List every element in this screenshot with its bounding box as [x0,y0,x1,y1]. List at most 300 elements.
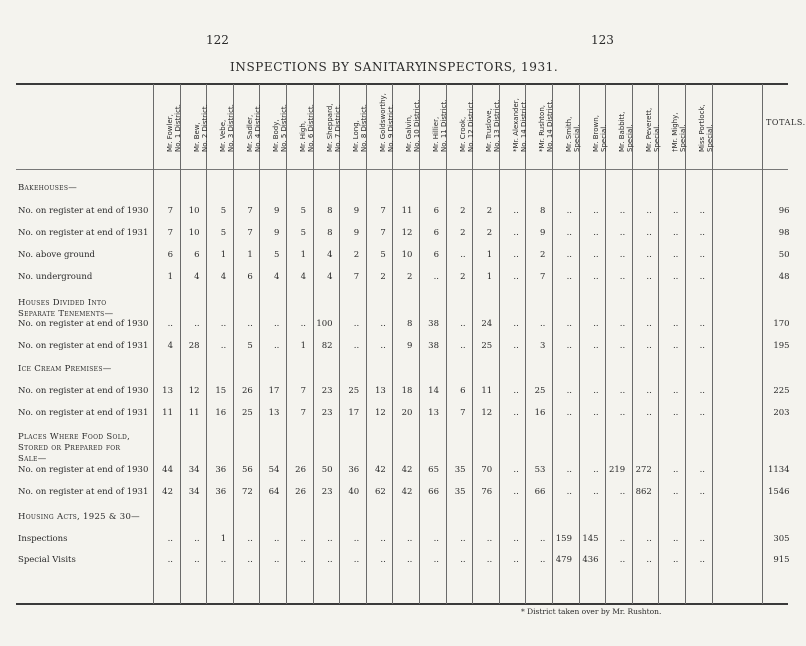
section-heading: Places Where Food Sold, Stored or Prepared for Sale— [18,432,131,464]
table-cell: 2 [460,206,466,216]
table-cell: 2 [460,228,466,238]
table-cell: .. [566,206,572,216]
table-cell: 23 [321,408,333,418]
table-cell: .. [699,319,705,329]
column-header-label: Mr. Smith, Special. [565,116,581,152]
table-cell: 1 [247,250,253,260]
table-cell: .. [646,408,652,418]
table-cell: 56 [241,465,253,475]
table-cell: .. [220,555,227,565]
table-cell: 6 [433,250,439,260]
column-header-label: Mr. Long, No. 8 District. [352,104,369,152]
table-cell: .. [566,272,572,282]
table-cell: 17 [268,386,280,396]
table-cell: .. [353,555,360,565]
column-header-label: Mr. Babbitt, Special. [618,111,635,152]
table-cell: .. [566,465,572,475]
table-cell: .. [167,555,173,565]
table-cell: .. [672,319,679,329]
table-cell: 8 [539,206,546,216]
page-title-right: INSPECTORS, 1931. [422,60,559,74]
table-cell: 5 [220,228,227,238]
row-label [18,408,148,418]
table-cell: .. [672,386,679,396]
table-cell: 2 [539,250,546,260]
page-number-right: 123 [591,33,614,47]
table-cell: .. [593,408,599,418]
table-cell: .. [566,386,572,396]
table-cell: 5 [247,341,253,351]
table-cell: 25 [481,341,493,351]
section-heading: Housing Acts, 1925 & 30— [18,512,140,522]
table-cell: .. [593,319,599,329]
header-rule [16,169,788,170]
row-label [18,487,148,497]
totals-header: TOTALS. [766,118,806,127]
row-label-text: No. on register at end of 1930 [18,206,149,216]
table-cell: .. [619,534,626,544]
table-cell: 16 [215,408,227,418]
table-cell: .. [672,534,679,544]
table-cell: .. [406,534,413,544]
table-cell: 54 [268,465,280,475]
table-cell: 7 [247,206,253,216]
row-total: 48 [778,272,790,282]
table-cell: 1 [167,272,173,282]
table-cell: 13 [268,408,280,418]
column-header-label: Mr. Fowler, No. 1 District. [166,104,182,152]
table-cell: 42 [401,487,413,497]
table-cell: 6 [460,386,466,396]
table-cell: .. [353,319,360,329]
table-cell: 42 [162,487,173,497]
table-cell: 4 [194,272,200,282]
table-cell: 5 [273,250,280,260]
table-cell: .. [593,465,599,475]
table-cell: 6 [167,250,173,260]
table-cell: .. [300,319,306,329]
table-cell: 14 [428,386,439,396]
table-cell: .. [433,272,439,282]
table-cell: 6 [433,228,439,238]
column-header [582,86,608,168]
table-cell: 82 [321,341,333,351]
column-header-label: Mr. Truslove, No. 13 District. [485,99,502,152]
column-header-label: Mr. Sheppard, No. 7 District. [325,103,342,152]
table-cell: 10 [188,228,200,238]
table-cell: .. [699,465,705,475]
row-total: 203 [773,408,790,418]
table-cell: 4 [327,250,333,260]
table-cell: .. [699,250,705,260]
table-cell: 9 [273,206,280,216]
table-cell: .. [646,206,652,216]
column-header-label: Mr. Vebe, No. 3 District. [219,104,236,152]
column-header [342,86,369,168]
table-cell: .. [167,319,173,329]
page-title-left: INSPECTIONS BY SANITARY [230,60,424,74]
table-cell: 8 [327,206,333,216]
column-header-label: Mr. High, No. 6 District. [299,104,315,152]
table-cell: .. [460,250,466,260]
table-cell: .. [646,341,652,351]
table-cell: .. [220,341,227,351]
table-cell: .. [672,341,679,351]
table-cell: 36 [348,465,360,475]
table-cell: .. [247,555,253,565]
row-label [18,341,148,351]
table-cell: .. [619,386,626,396]
table-cell: .. [433,555,439,565]
table-cell: 44 [162,465,173,475]
column-header-label: Mr. Peverett, Special. [644,107,661,152]
row-label-text: No. on register at end of 1930 [18,465,149,475]
row-label-text: No. underground [18,272,93,282]
table-cell: .. [273,534,280,544]
column-header-label: Mr. Brown, Special. [591,115,608,152]
column-header-label: Mr. Bew, No. 2 District. [192,104,209,152]
table-cell: .. [699,228,705,238]
table-cell: 72 [241,487,253,497]
table-cell: 1 [220,250,227,260]
table-cell: .. [699,206,705,216]
row-total: 225 [773,386,790,396]
table-cell: 35 [454,487,466,497]
table-cell: .. [619,487,626,497]
column-header [289,86,315,168]
table-cell: .. [486,555,493,565]
row-total: 170 [773,319,790,329]
row-total: 305 [773,534,790,544]
table-cell: 70 [481,465,493,475]
table-cell: .. [646,555,652,565]
table-cell: .. [513,228,519,238]
table-cell: 4 [167,341,173,351]
table-cell: 34 [188,465,200,475]
table-cell: .. [646,250,652,260]
table-cell: .. [460,555,466,565]
table-cell: 862 [635,487,652,497]
table-cell: 25 [241,408,253,418]
column-header-label: Mr. Body, No. 5 District. [272,104,289,152]
table-cell: .. [566,250,572,260]
table-cell: .. [353,341,360,351]
row-label-text: No. on register at end of 1931 [18,341,149,351]
table-cell: 7 [380,228,386,238]
table-cell: 9 [273,228,280,238]
table-cell: .. [220,319,227,329]
row-total: 195 [773,341,790,351]
column-header-label: †Mr. Mighy, Special. [671,112,688,152]
table-cell: .. [247,534,253,544]
table-cell: .. [513,250,519,260]
row-total: 1546 [767,487,790,497]
table-cell: 2 [353,250,360,260]
table-cell: .. [513,386,519,396]
table-cell: .. [699,487,705,497]
table-cell: .. [566,319,572,329]
column-header-label: Mr. Galvin, No. 10 District. [405,99,422,152]
table-cell: 2 [486,206,493,216]
row-label [18,228,148,238]
table-cell: 1 [220,534,227,544]
table-cell: .. [460,319,466,329]
table-cell: .. [353,534,360,544]
bottom-rule [16,603,788,605]
table-cell: .. [672,487,679,497]
table-cell: 4 [273,272,280,282]
table-cell: 35 [454,465,466,475]
row-label [18,250,95,260]
column-divider [712,84,713,604]
table-cell: .. [273,319,280,329]
table-cell: .. [619,408,626,418]
table-cell: .. [566,487,572,497]
table-cell: .. [167,534,173,544]
table-cell: 38 [428,341,439,351]
table-cell: 436 [582,555,599,565]
column-header [528,86,555,168]
table-cell: .. [380,319,386,329]
row-total: 915 [773,555,790,565]
table-cell: 5 [300,228,306,238]
table-cell: .. [273,555,280,565]
row-label [18,555,76,565]
table-cell: .. [513,408,519,418]
table-cell: .. [513,341,519,351]
column-header [236,86,262,168]
row-total: 1134 [767,465,790,475]
row-label-text: No. on register at end of 1930 [18,319,149,329]
row-label-text: No. on register at end of 1931 [18,487,149,497]
table-cell: .. [646,386,652,396]
row-label-text: No. above ground [18,250,95,260]
table-cell: .. [433,534,439,544]
table-cell: .. [619,206,626,216]
table-cell: 11 [188,408,200,418]
table-cell: 13 [428,408,439,418]
column-header-label: *Mr. Rushton, No. 14 District. [538,99,555,152]
table-cell: 7 [300,408,306,418]
table-cell: 17 [348,408,360,418]
table-cell: 10 [401,250,413,260]
table-cell: .. [513,319,519,329]
table-cell: 1 [300,341,306,351]
table-cell: .. [619,272,626,282]
row-label [18,465,148,475]
table-cell: .. [672,272,679,282]
section-heading: Bakehouses— [18,183,78,193]
table-cell: 28 [188,341,200,351]
table-cell: 7 [539,272,546,282]
table-cell: .. [486,534,493,544]
table-cell: .. [273,341,280,351]
table-cell: .. [646,534,652,544]
table-cell: 42 [401,465,413,475]
table-cell: 25 [348,386,360,396]
column-header [422,86,448,168]
footnote: * District taken over by Mr. Rushton. [521,607,662,616]
row-label-text: No. on register at end of 1931 [18,228,149,238]
column-header [209,86,236,168]
table-cell: 20 [401,408,413,418]
table-cell: .. [593,250,599,260]
table-cell: 9 [539,228,546,238]
table-cell: .. [513,465,519,475]
table-cell: .. [593,341,599,351]
table-cell: .. [194,534,200,544]
table-cell: 100 [316,319,333,329]
table-cell: 26 [241,386,253,396]
table-cell: .. [593,206,599,216]
table-cell: 50 [321,465,333,475]
table-cell: 38 [428,319,439,329]
column-header [502,86,528,168]
table-cell: 53 [534,465,546,475]
table-cell: .. [566,341,572,351]
table-cell: 4 [327,272,333,282]
column-header-label: Mr. Hillier, No. 11 District. [432,99,448,152]
column-header [449,86,475,168]
section-heading: Houses Divided Into Separate Tenements— [18,298,114,319]
table-cell: 1 [486,272,493,282]
table-cell: .. [539,319,546,329]
table-cell: 13 [374,386,386,396]
table-cell: .. [380,534,386,544]
column-header [688,86,714,168]
table-cell: .. [619,228,626,238]
table-cell: 4 [220,272,227,282]
table-cell: .. [619,250,626,260]
table-cell: .. [672,408,679,418]
table-cell: .. [460,534,466,544]
table-cell: 272 [635,465,652,475]
column-header [156,86,182,168]
row-total: 98 [778,228,790,238]
column-header [555,86,581,168]
column-header [262,86,289,168]
table-cell: 7 [353,272,360,282]
column-header-label: Mr. Crook, No. 12 District. [458,99,475,152]
table-cell: 34 [188,487,200,497]
table-cell: 479 [555,555,572,565]
table-cell: .. [406,555,413,565]
table-cell: 6 [247,272,253,282]
table-cell: 145 [582,534,599,544]
table-cell: .. [699,386,705,396]
table-cell: .. [513,487,519,497]
table-cell: .. [300,534,306,544]
column-header-label: Miss Portlock, Special. [698,104,714,152]
table-cell: 1 [486,250,493,260]
table-cell: .. [593,487,599,497]
table-cell: .. [619,555,626,565]
table-cell: .. [247,319,253,329]
table-cell: .. [460,341,466,351]
column-header [395,86,422,168]
table-cell: .. [539,555,546,565]
table-cell: 8 [327,228,333,238]
table-cell: 66 [428,487,439,497]
row-total: 50 [778,250,790,260]
table-cell: .. [593,272,599,282]
table-cell: 219 [608,465,626,475]
page-number-left: 122 [206,33,229,47]
table-cell: .. [566,408,572,418]
table-cell: 9 [406,341,413,351]
row-label [18,272,92,282]
table-cell: 7 [167,206,173,216]
table-cell: .. [672,250,679,260]
table-cell: 26 [295,465,306,475]
table-cell: 10 [188,206,200,216]
table-cell: 4 [300,272,306,282]
table-cell: .. [327,555,333,565]
table-cell: 2 [486,228,493,238]
table-cell: .. [699,341,705,351]
table-cell: .. [646,319,652,329]
table-cell: 24 [481,319,493,329]
table-cell: .. [566,228,572,238]
table-cell: .. [646,272,652,282]
table-cell: 5 [380,250,386,260]
table-cell: .. [672,465,679,475]
table-cell: .. [699,534,705,544]
table-cell: 9 [353,228,360,238]
table-cell: 12 [481,408,493,418]
table-cell: 62 [374,487,386,497]
table-cell: .. [194,319,200,329]
column-header-label: Mr. Goldsworthy, No. 9 District. [378,93,395,152]
table-cell: .. [646,228,652,238]
column-header [183,86,209,168]
row-total: 96 [778,206,790,216]
row-label [18,534,68,544]
table-cell: .. [699,555,705,565]
table-cell: .. [300,555,306,565]
row-label-text: No. on register at end of 1931 [18,408,149,418]
table-cell: .. [672,555,679,565]
table-cell: 16 [534,408,546,418]
table-cell: .. [380,341,386,351]
table-cell: 36 [215,465,227,475]
table-cell: 9 [353,206,360,216]
table-cell: .. [327,534,333,544]
table-cell: 18 [401,386,413,396]
table-cell: 65 [428,465,439,475]
table-cell: 7 [167,228,173,238]
column-header [635,86,661,168]
table-cell: 2 [406,272,413,282]
table-cell: .. [513,272,519,282]
table-cell: 11 [401,206,413,216]
table-cell: 23 [321,487,333,497]
table-cell: .. [672,228,679,238]
table-cell: .. [539,534,546,544]
column-header [661,86,688,168]
table-cell: 23 [321,386,333,396]
table-cell: 25 [534,386,546,396]
table-cell: .. [593,386,599,396]
table-cell: 8 [406,319,413,329]
table-cell: 2 [460,272,466,282]
table-cell: .. [619,319,626,329]
column-header-label: *Mr. Alexander, No. 14 District. [511,98,528,152]
table-cell: 64 [268,487,280,497]
row-label [18,319,148,329]
table-cell: 76 [481,487,493,497]
table-cell: 11 [162,408,173,418]
